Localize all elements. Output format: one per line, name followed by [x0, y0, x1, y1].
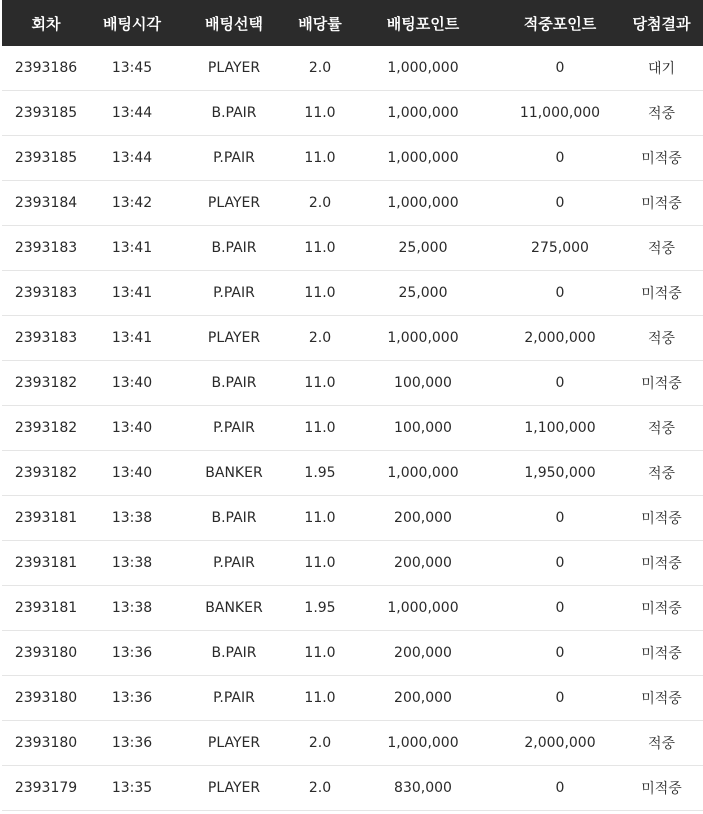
- cell-win-points: 0: [500, 676, 620, 721]
- cell-win-points: 0: [500, 766, 620, 811]
- cell-win-points: 0: [500, 46, 620, 91]
- table-row: [2, 46, 703, 91]
- cell-bet-selection: BANKER: [174, 451, 294, 496]
- cell-win-points: 0: [500, 496, 620, 541]
- table-row: [2, 406, 703, 451]
- cell-result: 미적중: [620, 136, 703, 181]
- cell-result: 미적중: [620, 181, 703, 226]
- cell-round: 2393181: [2, 586, 90, 631]
- cell-bet-selection: BANKER: [174, 586, 294, 631]
- cell-odds: 2.0: [294, 766, 346, 811]
- cell-bet-time: 13:36: [90, 631, 174, 676]
- cell-odds: 11.0: [294, 226, 346, 271]
- cell-odds: 2.0: [294, 181, 346, 226]
- cell-result: 미적중: [620, 766, 703, 811]
- table-row: [2, 181, 703, 226]
- table-row: [2, 766, 703, 811]
- cell-odds: 2.0: [294, 46, 346, 91]
- table-header: [2, 0, 703, 46]
- cell-bet-points: 1,000,000: [346, 721, 500, 766]
- cell-win-points: 2,000,000: [500, 721, 620, 766]
- cell-bet-points: 200,000: [346, 676, 500, 721]
- cell-result: 적중: [620, 406, 703, 451]
- cell-bet-time: 13:41: [90, 226, 174, 271]
- cell-bet-points: 1,000,000: [346, 586, 500, 631]
- cell-bet-selection: PLAYER: [174, 766, 294, 811]
- table-row: [2, 631, 703, 676]
- table-row: [2, 586, 703, 631]
- cell-bet-time: 13:40: [90, 406, 174, 451]
- cell-bet-points: 1,000,000: [346, 181, 500, 226]
- cell-bet-points: 25,000: [346, 226, 500, 271]
- cell-bet-selection: P.PAIR: [174, 541, 294, 586]
- cell-bet-selection: P.PAIR: [174, 136, 294, 181]
- cell-bet-time: 13:40: [90, 451, 174, 496]
- cell-win-points: 2,000,000: [500, 316, 620, 361]
- table-row: [2, 451, 703, 496]
- header-bet-time: 배팅시각: [90, 0, 174, 46]
- bet-history-table: [2, 0, 703, 811]
- table-row: [2, 496, 703, 541]
- cell-bet-points: 830,000: [346, 766, 500, 811]
- cell-round: 2393183: [2, 316, 90, 361]
- cell-bet-selection: B.PAIR: [174, 496, 294, 541]
- cell-round: 2393180: [2, 676, 90, 721]
- cell-round: 2393182: [2, 361, 90, 406]
- cell-odds: 2.0: [294, 721, 346, 766]
- cell-result: 적중: [620, 91, 703, 136]
- cell-bet-time: 13:44: [90, 91, 174, 136]
- cell-bet-selection: B.PAIR: [174, 91, 294, 136]
- cell-bet-points: 200,000: [346, 541, 500, 586]
- cell-result: 미적중: [620, 631, 703, 676]
- cell-round: 2393183: [2, 271, 90, 316]
- cell-round: 2393180: [2, 631, 90, 676]
- cell-odds: 11.0: [294, 496, 346, 541]
- table-row: [2, 541, 703, 586]
- cell-bet-selection: P.PAIR: [174, 676, 294, 721]
- cell-result: 미적중: [620, 676, 703, 721]
- cell-bet-time: 13:38: [90, 586, 174, 631]
- table-row: [2, 91, 703, 136]
- cell-result: 적중: [620, 316, 703, 361]
- cell-bet-selection: B.PAIR: [174, 631, 294, 676]
- cell-round: 2393184: [2, 181, 90, 226]
- cell-round: 2393181: [2, 541, 90, 586]
- header-odds: 배당률: [294, 0, 346, 46]
- cell-result: 적중: [620, 721, 703, 766]
- cell-bet-time: 13:44: [90, 136, 174, 181]
- cell-round: 2393182: [2, 451, 90, 496]
- cell-odds: 11.0: [294, 406, 346, 451]
- cell-bet-points: 1,000,000: [346, 91, 500, 136]
- cell-bet-points: 25,000: [346, 271, 500, 316]
- table-row: [2, 316, 703, 361]
- cell-bet-time: 13:41: [90, 271, 174, 316]
- header-win-points: 적중포인트: [500, 0, 620, 46]
- cell-result: 미적중: [620, 496, 703, 541]
- cell-win-points: 275,000: [500, 226, 620, 271]
- cell-bet-points: 1,000,000: [346, 316, 500, 361]
- cell-bet-selection: PLAYER: [174, 181, 294, 226]
- cell-bet-points: 200,000: [346, 496, 500, 541]
- cell-result: 적중: [620, 226, 703, 271]
- cell-result: 미적중: [620, 586, 703, 631]
- table-body: [2, 46, 703, 811]
- cell-round: 2393185: [2, 91, 90, 136]
- cell-odds: 1.95: [294, 586, 346, 631]
- cell-bet-time: 13:38: [90, 496, 174, 541]
- cell-round: 2393179: [2, 766, 90, 811]
- cell-odds: 11.0: [294, 271, 346, 316]
- cell-win-points: 1,950,000: [500, 451, 620, 496]
- cell-bet-time: 13:35: [90, 766, 174, 811]
- table-row: [2, 136, 703, 181]
- cell-result: 미적중: [620, 541, 703, 586]
- cell-odds: 11.0: [294, 541, 346, 586]
- cell-round: 2393186: [2, 46, 90, 91]
- header-row: [2, 0, 703, 46]
- cell-bet-selection: PLAYER: [174, 316, 294, 361]
- cell-odds: 1.95: [294, 451, 346, 496]
- cell-bet-time: 13:41: [90, 316, 174, 361]
- table-row: [2, 721, 703, 766]
- cell-bet-points: 1,000,000: [346, 46, 500, 91]
- cell-win-points: 0: [500, 361, 620, 406]
- header-bet-selection: 배팅선택: [174, 0, 294, 46]
- table-row: [2, 676, 703, 721]
- header-round: 회차: [2, 0, 90, 46]
- cell-round: 2393183: [2, 226, 90, 271]
- cell-result: 미적중: [620, 361, 703, 406]
- cell-bet-time: 13:45: [90, 46, 174, 91]
- cell-odds: 11.0: [294, 676, 346, 721]
- table-row: [2, 226, 703, 271]
- cell-bet-time: 13:36: [90, 676, 174, 721]
- cell-win-points: 0: [500, 271, 620, 316]
- cell-bet-time: 13:42: [90, 181, 174, 226]
- table-row: [2, 361, 703, 406]
- cell-win-points: 0: [500, 541, 620, 586]
- cell-bet-selection: B.PAIR: [174, 226, 294, 271]
- header-result: 당첨결과: [620, 0, 703, 46]
- cell-bet-selection: PLAYER: [174, 46, 294, 91]
- cell-bet-time: 13:38: [90, 541, 174, 586]
- cell-bet-time: 13:36: [90, 721, 174, 766]
- cell-bet-points: 1,000,000: [346, 136, 500, 181]
- cell-bet-points: 100,000: [346, 361, 500, 406]
- cell-bet-selection: B.PAIR: [174, 361, 294, 406]
- cell-win-points: 0: [500, 181, 620, 226]
- cell-win-points: 11,000,000: [500, 91, 620, 136]
- cell-odds: 11.0: [294, 631, 346, 676]
- cell-odds: 11.0: [294, 136, 346, 181]
- cell-odds: 11.0: [294, 361, 346, 406]
- cell-win-points: 1,100,000: [500, 406, 620, 451]
- cell-round: 2393185: [2, 136, 90, 181]
- table-row: [2, 271, 703, 316]
- header-bet-points: 배팅포인트: [346, 0, 500, 46]
- cell-result: 미적중: [620, 271, 703, 316]
- cell-bet-points: 100,000: [346, 406, 500, 451]
- cell-win-points: 0: [500, 586, 620, 631]
- cell-result: 대기: [620, 46, 703, 91]
- cell-round: 2393182: [2, 406, 90, 451]
- cell-bet-points: 200,000: [346, 631, 500, 676]
- cell-bet-selection: PLAYER: [174, 721, 294, 766]
- cell-win-points: 0: [500, 631, 620, 676]
- cell-result: 적중: [620, 451, 703, 496]
- cell-round: 2393181: [2, 496, 90, 541]
- cell-odds: 2.0: [294, 316, 346, 361]
- cell-win-points: 0: [500, 136, 620, 181]
- cell-odds: 11.0: [294, 91, 346, 136]
- cell-bet-selection: P.PAIR: [174, 406, 294, 451]
- cell-round: 2393180: [2, 721, 90, 766]
- cell-bet-points: 1,000,000: [346, 451, 500, 496]
- cell-bet-time: 13:40: [90, 361, 174, 406]
- cell-bet-selection: P.PAIR: [174, 271, 294, 316]
